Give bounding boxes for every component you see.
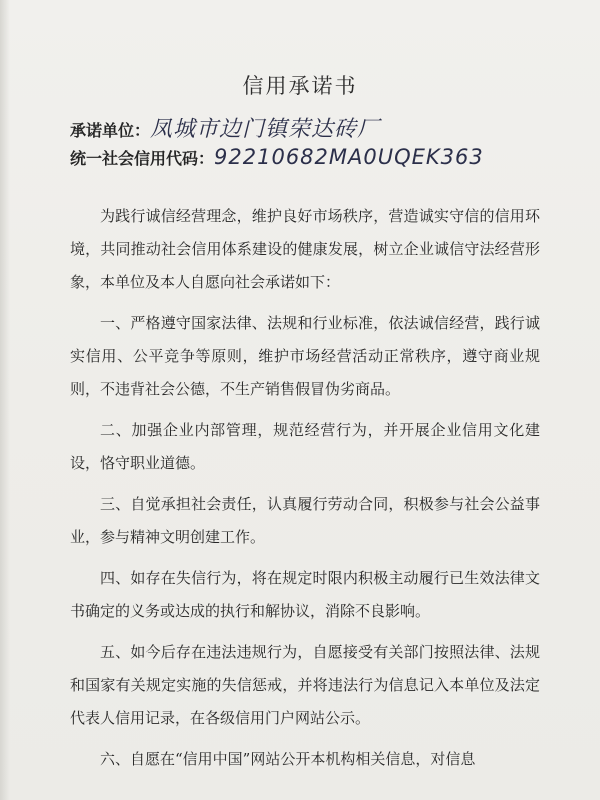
paragraph-intro: 为践行诚信经营理念，维护良好市场秩序，营造诚实守信的信用环境，共同推动社会信用体系建设的健康发展，树立企业诚信守法经营形象，本单位及本人自愿向社会承诺如下： xyxy=(70,207,540,291)
paragraph-5: 五、如今后存在违法违规行为，自愿接受有关部门按照法律、法规和国家有关规定实施的失信惩戒，并将违法行为信息记入本单位及法定代表人信用记录，在各级信用门户网站公示。 xyxy=(70,643,540,727)
unit-field xyxy=(70,112,380,143)
paragraph-1: 一、严格遵守国家法律、法规和行业标准，依法诚信经营，践行诚实信用、公平竞争等原则，维护市场经营活动正常秩序，遵守商业规则，不违背社会公德，不生产销售假冒伪劣商品。 xyxy=(70,314,540,398)
credit-code-label: 统一社会信用代码： xyxy=(70,149,215,168)
credit-code-field xyxy=(70,145,484,169)
paragraph-4: 四、如存在失信行为，将在规定时限内积极主动履行已生效法律文书确定的义务或达成的执行和解协议，消除不良影响。 xyxy=(70,569,540,620)
unit-value: 凤城市边门镇荣达砖厂 xyxy=(150,117,381,142)
paragraph-6: 六、自愿在“信用中国”网站公开本机构相关信息，对信息 xyxy=(100,750,476,768)
page-shadow xyxy=(0,0,10,800)
document-title: 信用承诺书 xyxy=(242,74,358,98)
unit-label: 承诺单位： xyxy=(70,121,151,140)
paragraph-3: 三、自觉承担社会责任，认真履行劳动合同，积极参与社会公益事业，参与精神文明创建工作。 xyxy=(70,495,540,546)
paragraph-2: 二、加强企业内部管理，规范经营行为，并开展企业信用文化建设，恪守职业道德。 xyxy=(70,421,540,472)
commitment-body xyxy=(70,200,540,784)
credit-code-value: 92210682MA0UQEK363 xyxy=(214,145,484,169)
